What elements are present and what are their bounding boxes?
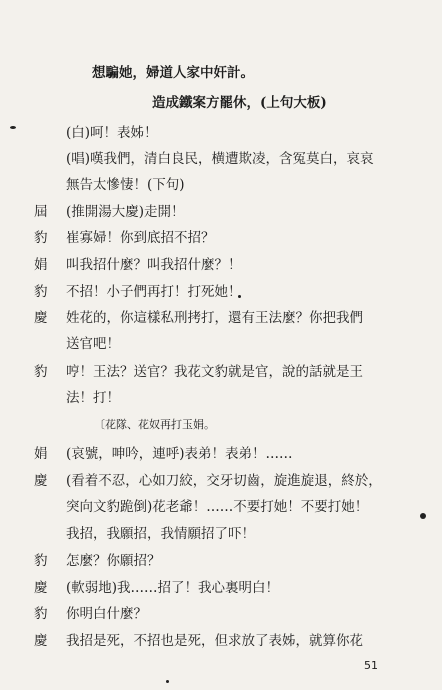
script-line: (唱)嘆我們，清白良民，横遭欺凌，含冤莫白，哀哀 <box>66 151 374 167</box>
speaker-label: 豹 <box>34 230 48 246</box>
speaker-label: 慶 <box>34 310 48 326</box>
script-line: 我招是死，不招也是死，但求放了表姊，就算你花 <box>66 633 363 649</box>
script-line: 想騙她，婦道人家中奸計。 <box>92 65 254 81</box>
stage-direction: 〔花隊、花奴再打玉娟。 <box>94 418 215 431</box>
script-line: 造成鐵案方罷休，(上句大板) <box>152 95 327 111</box>
speaker-label: 屆 <box>34 204 48 220</box>
script-line: 叫我招什麼？叫我招什麼？！ <box>66 257 242 273</box>
speaker-label: 豹 <box>34 364 48 380</box>
script-line: 崔寡婦！你到底招不招？ <box>66 230 215 246</box>
script-line: (看着不忍，心如刀絞，交牙切齒，旋進旋退，終於， <box>66 473 382 489</box>
script-line: (白)呵！表姊！ <box>66 125 158 141</box>
ink-speck <box>166 680 169 683</box>
script-line: (推開湯大慶)走開！ <box>66 204 185 220</box>
speaker-label: 娟 <box>34 257 48 273</box>
script-line: (哀號，呻吟，連呼)表弟！表弟！…… <box>66 446 293 462</box>
script-line: 哼！王法？送官？我花文豹就是官，說的話就是王 <box>66 364 363 380</box>
speaker-label: 豹 <box>34 284 48 300</box>
script-line: 你明白什麼？ <box>66 606 147 622</box>
script-line: 怎麼？你願招？ <box>66 553 161 569</box>
script-line: 法！打！ <box>66 390 120 406</box>
speaker-label: 慶 <box>34 473 48 489</box>
script-line: 不招！小子們再打！打死她！ <box>66 284 242 300</box>
speaker-label: 慶 <box>34 633 48 649</box>
speaker-label: 娟 <box>34 446 48 462</box>
page-number: 51 <box>364 659 378 672</box>
speaker-label: 豹 <box>34 553 48 569</box>
ink-speck <box>10 126 16 129</box>
script-line: 無告太慘悽！(下句) <box>66 177 185 193</box>
script-line: 突向文豹跪倒)花老爺！……不要打她！不要打她！ <box>66 499 369 515</box>
speaker-label: 豹 <box>34 606 48 622</box>
script-line: 我招，我願招，我情願招了吓！ <box>66 526 255 542</box>
script-line: 姓花的，你這樣私刑拷打，還有王法麼？你把我們 <box>66 310 363 326</box>
script-line: 送官吧！ <box>66 336 120 352</box>
ink-speck <box>420 513 426 519</box>
speaker-label: 慶 <box>34 580 48 596</box>
script-line: (軟弱地)我……招了！我心裏明白！ <box>66 580 280 596</box>
